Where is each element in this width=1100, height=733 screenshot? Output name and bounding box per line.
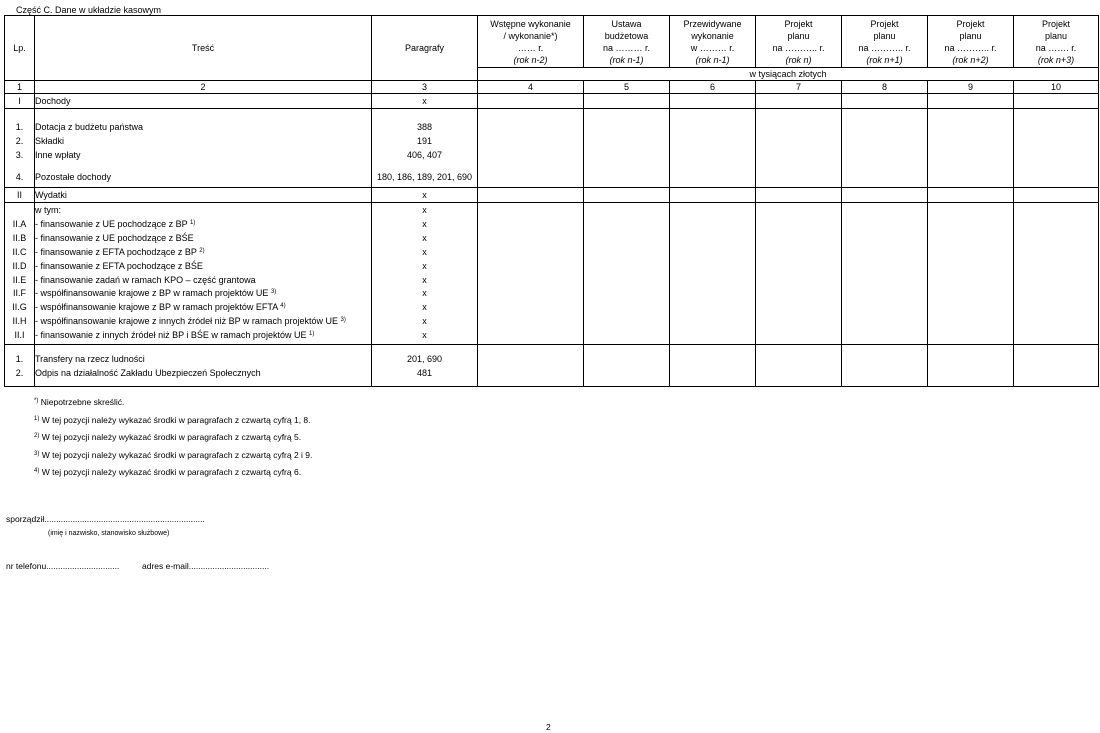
header-col-5: Projekt planu na ……….. r. (rok n+1) [842, 16, 928, 68]
value-cell[interactable] [928, 188, 1014, 203]
table-row-income-group [5, 109, 1099, 188]
value-cell[interactable] [756, 203, 842, 345]
value-cell[interactable] [670, 94, 756, 109]
table-row-wydatki [5, 188, 1099, 203]
value-cell[interactable] [928, 109, 1014, 188]
row-paragraph: x [372, 94, 478, 109]
prepared-by-caption: (imię i nazwisko, stanowisko służbowe) [48, 530, 170, 537]
value-cell[interactable] [1014, 94, 1099, 109]
value-cell[interactable] [842, 188, 928, 203]
value-cell[interactable] [584, 188, 670, 203]
value-cell[interactable] [1014, 109, 1099, 188]
header-lp: Lp. [5, 16, 35, 81]
value-cell[interactable] [584, 94, 670, 109]
footnote: *) Niepotrzebne skreślić. [34, 397, 125, 407]
col-number: 1 [5, 81, 35, 94]
header-col-2: Ustawa budżetowa na ……… r. (rok n-1) [584, 16, 670, 68]
expense-label-cell: Transfery na rzecz ludności Odpis na działalność Zakładu Ubezpieczeń Społecznych [35, 345, 372, 387]
prepared-by-field[interactable]: sporządził.................................................................... [6, 514, 205, 524]
header-col-6: Projekt planu na ……….. r. (rok n+2) [928, 16, 1014, 68]
value-cell[interactable] [670, 188, 756, 203]
header-col-1: Wstępne wykonanie / wykonanie*) …… r. (rok n-2) [478, 16, 584, 68]
value-cell[interactable] [756, 109, 842, 188]
financing-paragraph-cell: x x x x x x x x x x [372, 203, 478, 345]
value-cell[interactable] [756, 94, 842, 109]
income-label-cell: Dotacja z budżetu państwa Składki Inne wpłaty Pozostałe dochody [35, 109, 372, 188]
financing-lp-cell: II.A II.B II.C II.D II.E II.F II.G II.H II.I [5, 203, 35, 345]
value-cell[interactable] [478, 94, 584, 109]
table-row-dochody [5, 94, 1099, 109]
value-cell[interactable] [842, 345, 928, 387]
col-number: 7 [756, 81, 842, 94]
value-cell[interactable] [1014, 345, 1099, 387]
col-number: 10 [1014, 81, 1099, 94]
header-row [5, 16, 1099, 68]
part-title: Część C. Dane w układzie kasowym [16, 5, 162, 15]
header-col-7: Projekt planu na ……. r. (rok n+3) [1014, 16, 1099, 68]
expense-lp-cell: 1. 2. [5, 345, 35, 387]
header-tresc: Treść [35, 16, 372, 81]
row-lp: II [5, 188, 35, 203]
row-label: Wydatki [35, 188, 372, 203]
value-cell[interactable] [756, 345, 842, 387]
col-number: 6 [670, 81, 756, 94]
row-lp: I [5, 94, 35, 109]
header-col-3: Przewidywane wykonanie w ……… r. (rok n-1) [670, 16, 756, 68]
col-number: 5 [584, 81, 670, 94]
row-paragraph: x [372, 188, 478, 203]
footnote: $^{4)}$ W tej pozycji należy wykazać środki w paragrafach z czwartą cyfrą 6. [34, 467, 302, 477]
value-cell[interactable] [670, 203, 756, 345]
value-cell[interactable] [1014, 203, 1099, 345]
value-cell[interactable] [1014, 188, 1099, 203]
income-lp-cell: 1. 2. 3. 4. [5, 109, 35, 188]
header-paragrafy: Paragrafy [372, 16, 478, 81]
value-cell[interactable] [842, 94, 928, 109]
unit-label: w tysiącach złotych [478, 68, 1099, 81]
value-cell[interactable] [670, 345, 756, 387]
value-cell[interactable] [670, 109, 756, 188]
col-number: 3 [372, 81, 478, 94]
phone-field[interactable]: nr telefonu............................... [6, 561, 120, 571]
col-number: 4 [478, 81, 584, 94]
value-cell[interactable] [584, 203, 670, 345]
income-paragraph-cell: 388 191 406, 407 180, 186, 189, 201, 690 [372, 109, 478, 188]
footnotes [34, 395, 312, 483]
email-field[interactable]: adres e-mail.................................. [142, 561, 270, 571]
cash-data-table [4, 15, 1099, 387]
value-cell[interactable] [928, 345, 1014, 387]
value-cell[interactable] [842, 109, 928, 188]
column-numbers-row [5, 81, 1099, 94]
value-cell[interactable] [478, 109, 584, 188]
value-cell[interactable] [928, 203, 1014, 345]
value-cell[interactable] [478, 345, 584, 387]
col-number: 8 [842, 81, 928, 94]
row-label: Dochody [35, 94, 372, 109]
col-number: 2 [35, 81, 372, 94]
value-cell[interactable] [842, 203, 928, 345]
value-cell[interactable] [478, 203, 584, 345]
value-cell[interactable] [478, 188, 584, 203]
value-cell[interactable] [756, 188, 842, 203]
value-cell[interactable] [928, 94, 1014, 109]
page-number: 2 [546, 722, 551, 732]
col-number: 9 [928, 81, 1014, 94]
value-cell[interactable] [584, 345, 670, 387]
footnote: $^{2)}$ W tej pozycji należy wykazać środki w paragrafach z czwartą cyfrą 5. [34, 432, 302, 442]
table-row-financing-group [5, 203, 1099, 345]
value-cell[interactable] [584, 109, 670, 188]
footnote: $^{3)}$ W tej pozycji należy wykazać środki w paragrafach z czwartą cyfrą 2 i 9. [34, 449, 313, 460]
header-col-4: Projekt planu na ……….. r. (rok n) [756, 16, 842, 68]
expense-paragraph-cell: 201, 690 481 [372, 345, 478, 387]
footnote: $^{1)}$ W tej pozycji należy wykazać środki w paragrafach z czwartą cyfrą 1, 8. [34, 414, 311, 425]
table-row-expense-group [5, 345, 1099, 387]
financing-label-cell: w tym: - finansowanie z UE pochodzące z BP $^{1)}$ - finansowanie z UE pochodzące z BŚE - finansowanie z EFTA pochodzące z BP $^{2)}$ - finansowanie z EFTA pochodzące z BŚE - finansowanie zadań w ramach KPO – część grantowa - współfinansowanie krajowe z BP w ramach projektów UE $^{3)}$ - współfinansowanie krajowe z BP w ramach projektów EFTA $^{4)}$ - współfinansowanie krajowe z innych źródeł niż BP w ramach projektów UE $^{3)}$ - finansowanie z innych źródeł niż BP i BŚE w ramach projektów UE $^{1)}$ [35, 203, 372, 345]
